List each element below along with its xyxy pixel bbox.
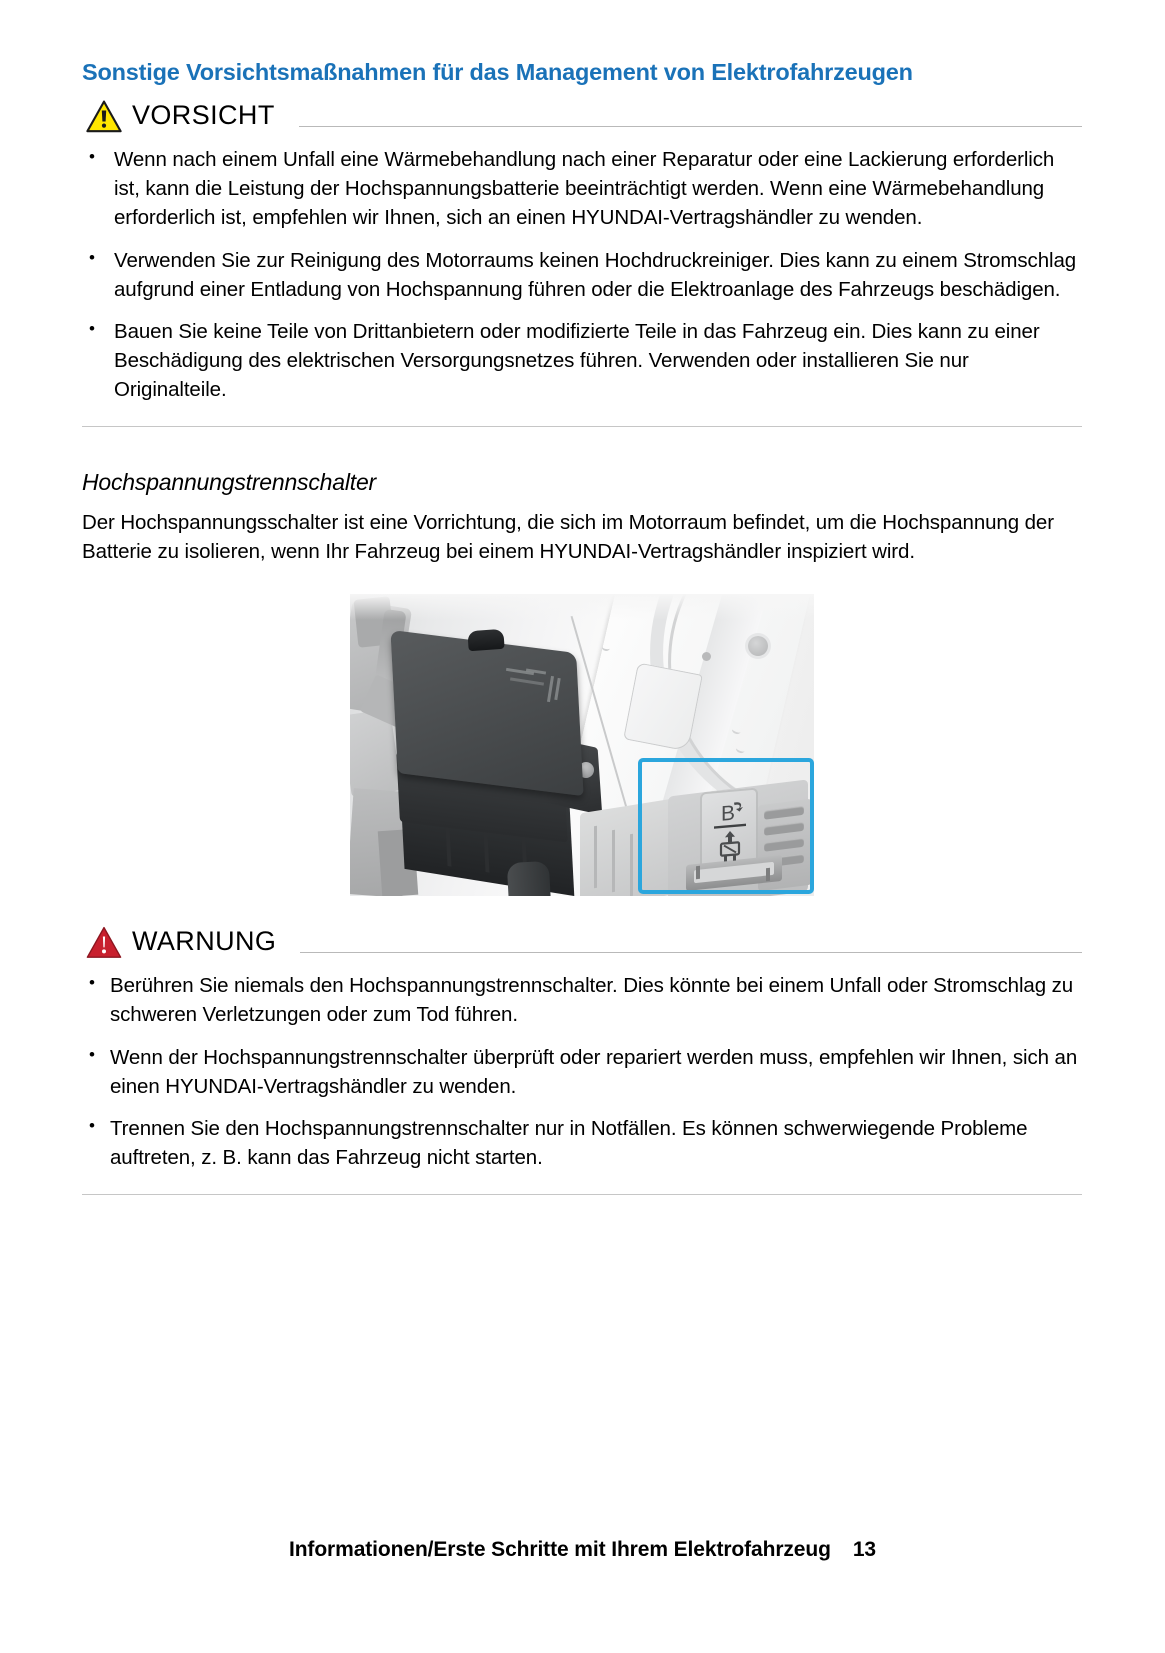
page-content — [82, 58, 1082, 1195]
warning-callout — [82, 926, 1082, 1195]
list-item: • Trennen Sie den Hochspannungstrennschalter nur in Notfällen. Es können schwerwiegende Probleme auftreten, z. B. kann das Fahrzeug nicht starten. — [82, 1114, 1082, 1172]
service-cover-fin-3 — [630, 834, 633, 896]
junction-box-latch — [467, 629, 504, 651]
section-paragraph: Der Hochspannungsschalter ist eine Vorrichtung, die sich im Motorraum befindet, um die Hochspannung der Batterie zu isolieren, wenn Ihr Fahrzeug bei einem HYUNDAI-Vertragshändler inspiziert wird. — [82, 511, 1054, 564]
service-cover-fin-2 — [612, 830, 615, 892]
service-cover-fin-1 — [594, 826, 597, 888]
list-item: • Wenn der Hochspannungstrennschalter überprüft oder repariert werden muss, empfehlen wir Ihnen, sich an einen HYUNDAI-Vertragshändler zu wenden. — [82, 1043, 1082, 1101]
caution-bullet-list — [82, 145, 1082, 404]
caution-header-rule — [299, 126, 1082, 127]
warning-triangle-yellow-icon — [86, 100, 122, 133]
figure-top-fade — [350, 594, 814, 620]
list-item: • Bauen Sie keine Teile von Drittanbietern oder modifizierte Teile in das Fahrzeug ein. Dies kann zu einer Beschädigung des elektrischen Versorgungsnetzes führen. Verwenden oder installieren Sie nur Originalteile. — [82, 317, 1082, 404]
warning-block-divider — [82, 1194, 1082, 1195]
list-item: • Wenn nach einem Unfall eine Wärmebehandlung nach einer Reparatur oder eine Lackierung erforderlich ist, kann die Leistung der Hochspannungsbatterie beeinträchtigt werden. Wenn eine Wärmebehandlung erforderlich ist, empfehlen wir Ihnen, sich an einen HYUNDAI-Vertragshändler zu wenden. — [82, 145, 1082, 232]
warning-triangle-red-icon — [86, 926, 122, 959]
junction-box-lid — [390, 630, 583, 796]
page-footer — [0, 1538, 1165, 1562]
list-item: • Verwenden Sie zur Reinigung des Motorraums keinen Hochdruckreiniger. Dies kann zu einem Stromschlag aufgrund einer Entladung von Hochspannung führen oder die Elektroanlage des Fahrzeugs beschädigen. — [82, 246, 1082, 304]
engine-bay-high-voltage-disconnect-photo — [350, 594, 814, 896]
caution-title: VORSICHT — [132, 100, 275, 131]
warning-header-rule — [300, 952, 1082, 953]
caution-callout — [82, 100, 1082, 427]
caution-block-divider — [82, 426, 1082, 427]
warning-title: WARNUNG — [132, 926, 277, 957]
warning-callout-header — [82, 926, 1082, 959]
footer-section-title: Informationen/Erste Schritte mit Ihrem Elektrofahrzeug — [288, 1538, 831, 1561]
section-heading: Hochspannungstrennschalter — [82, 469, 376, 496]
figure-highlight-rectangle — [638, 758, 814, 894]
warning-bullet-list — [82, 971, 1082, 1172]
figure-container — [82, 594, 1082, 896]
engine-hose — [507, 861, 551, 896]
page-title: Sonstige Vorsichtsmaßnahmen für das Management von Elektrofahrzeugen — [82, 59, 913, 85]
pictogram-letter-b: B — [721, 801, 736, 827]
caution-callout-header — [82, 100, 1082, 133]
page-number: 13 — [852, 1538, 877, 1561]
list-item: • Berühren Sie niemals den Hochspannungstrennschalter. Dies könnte bei einem Unfall oder Stromschlag zu schweren Verletzungen oder zum Tod führen. — [82, 971, 1082, 1029]
